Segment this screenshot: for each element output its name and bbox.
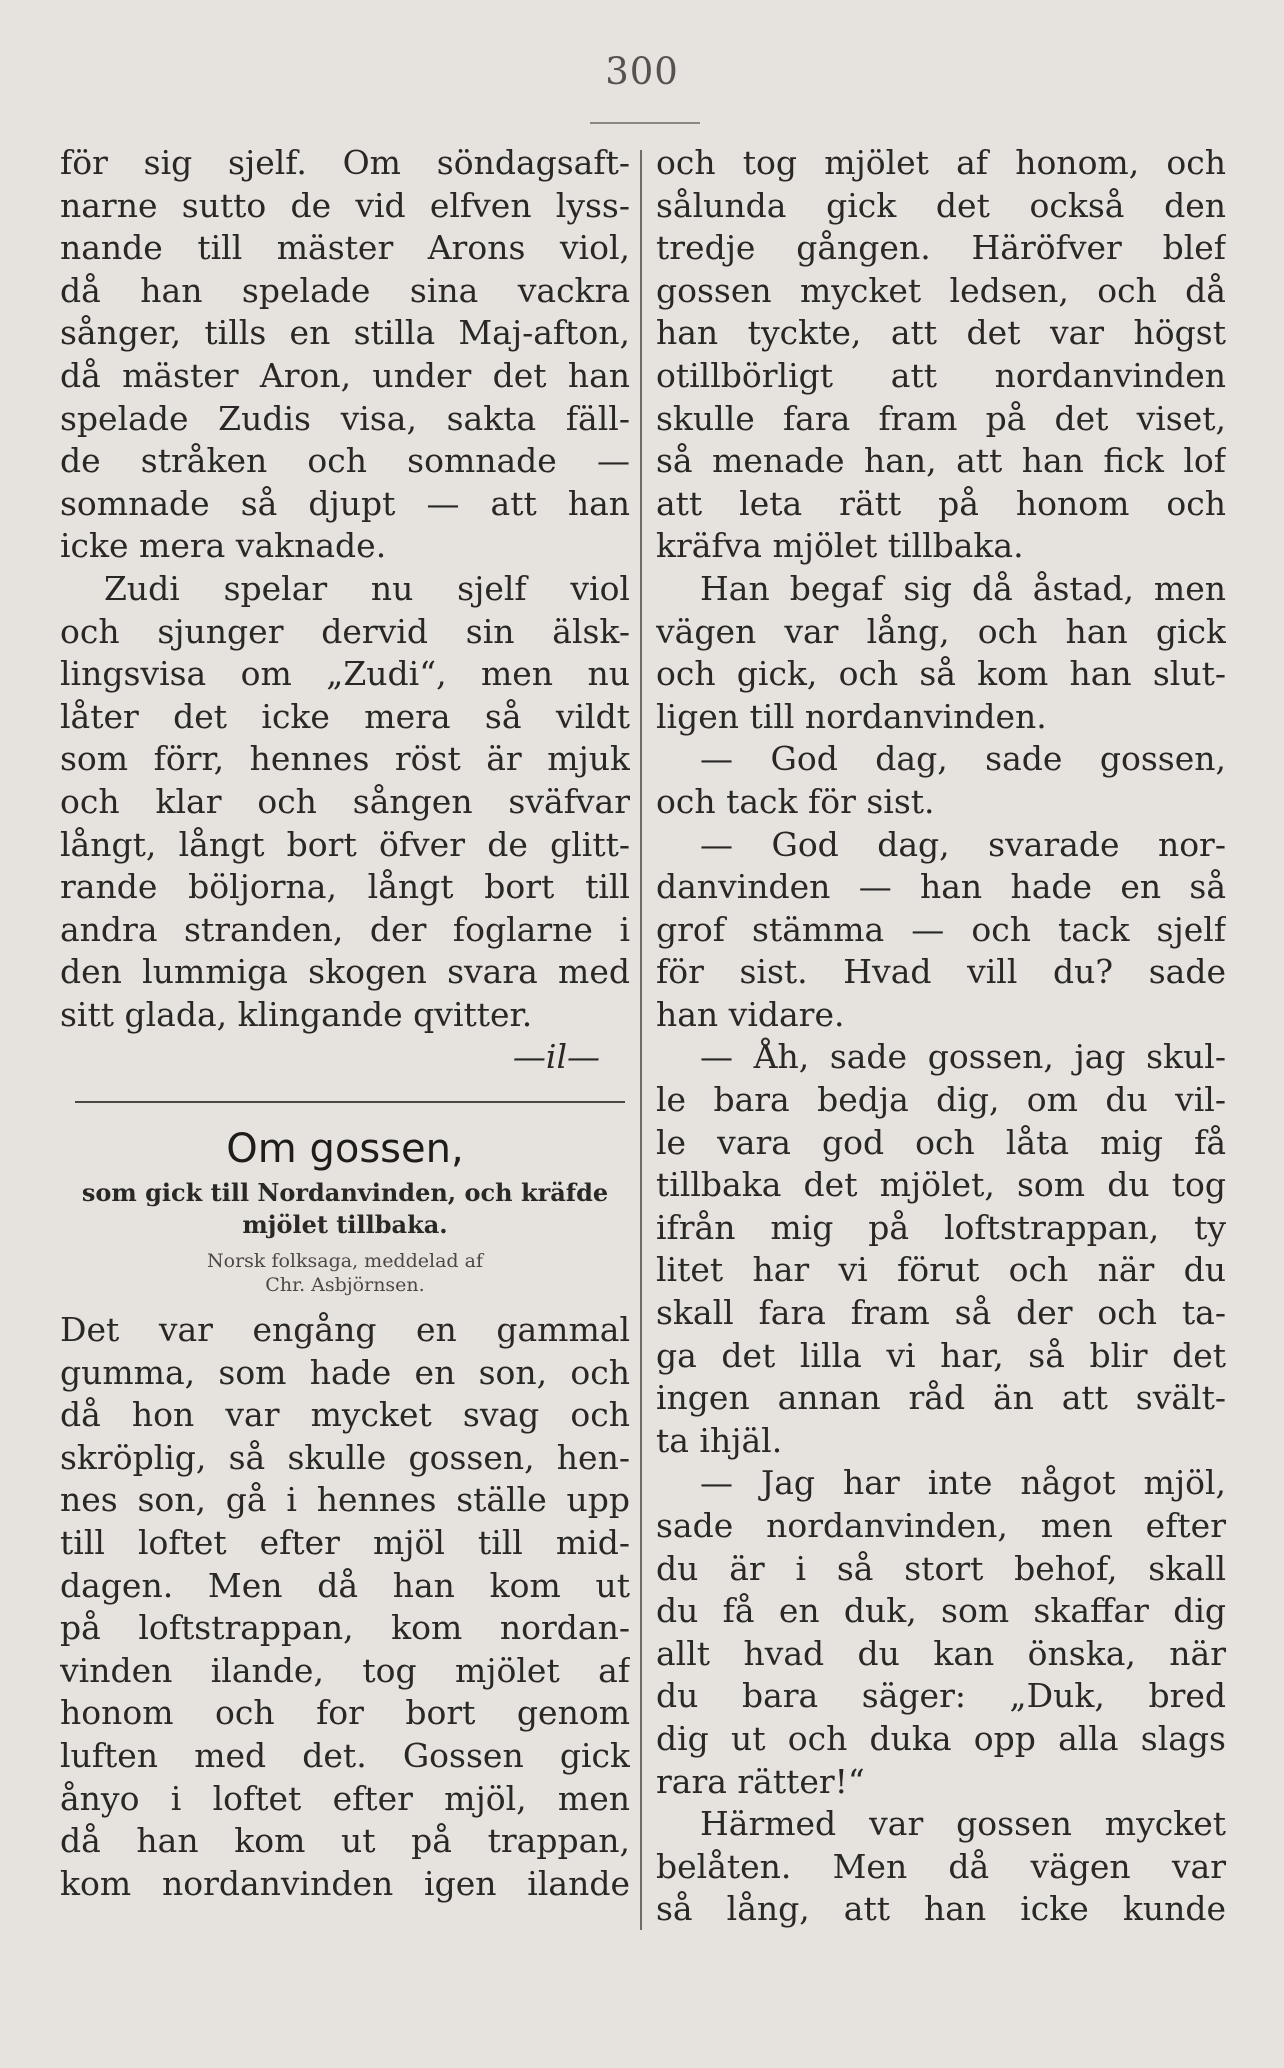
paragraph (656, 142, 1226, 568)
article-source-line: Chr. Asbjörnsen. (265, 1274, 425, 1297)
text-line: och tack för sist. (656, 781, 935, 821)
text-line: — Åh, sade gossen, jag skul- (700, 1037, 1226, 1077)
section-divider (75, 1101, 625, 1103)
article-text-line: dagen. Men då han kom ut (60, 1565, 630, 1605)
article-text-line: kom nordanvinden igen ilande (60, 1863, 630, 1903)
text-line: att leta rätt på honom och (656, 483, 1226, 523)
text-line: du är i så stort behof, skall (656, 1548, 1226, 1588)
text-line: gossen mycket ledsen, och då (656, 270, 1226, 310)
article-text-line: till loftet efter mjöl till mid- (60, 1523, 630, 1563)
text-line: och gick, och så kom han slut- (656, 654, 1226, 694)
text-line: danvinden — han hade en så (656, 867, 1226, 907)
text-line: — God dag, sade gossen, (700, 739, 1226, 779)
left-column (60, 142, 630, 1905)
text-line: belåten. Men då vägen var (656, 1846, 1226, 1886)
text-line: — God dag, svarade nor- (700, 824, 1226, 864)
article-text-line: då han kom ut på trappan, (60, 1821, 630, 1861)
article-text-line: på loftstrappan, kom nordan- (60, 1608, 630, 1648)
article-title: Om gossen, (226, 1126, 464, 1173)
text-line: spelade Zudis visa, sakta fäll- (60, 398, 630, 438)
text-line: sånger, tills en stilla Maj-afton, (60, 313, 630, 353)
right-column (656, 142, 1226, 1931)
text-line: då mäster Aron, under det han (60, 355, 630, 395)
text-line: ingen annan råd än att svält- (656, 1378, 1226, 1418)
text-line: då han spelade sina vackra (60, 270, 630, 310)
article-subtitle-line: mjölet tillbaka. (242, 1210, 448, 1240)
paragraph (656, 738, 1226, 823)
article-subtitle (60, 1177, 630, 1241)
text-line: ifrån mig på loftstrappan, ty (656, 1207, 1226, 1247)
text-line: nande till mäster Arons viol, (60, 228, 630, 268)
header-rule (590, 122, 700, 124)
page-number: 300 (605, 50, 679, 93)
article-opening-paragraph (60, 1309, 630, 1905)
article-text-line: skröplig, så skulle gossen, hen- (60, 1437, 630, 1477)
text-line: Zudi spelar nu sjelf viol (104, 568, 630, 608)
text-line: kräfva mjölet tillbaka. (656, 526, 1024, 566)
text-line: dig ut och duka opp alla slags (656, 1718, 1226, 1758)
text-line: de stråken och somnade — (60, 441, 630, 481)
text-line: somnade så djupt — att han (60, 483, 630, 523)
previous-story-final-paragraph (60, 568, 630, 1037)
text-line: grof stämma — och tack sjelf (656, 909, 1226, 949)
paragraph (656, 1803, 1226, 1931)
text-line: långt, långt bort öfver de glitt- (60, 824, 630, 864)
text-line: sade nordanvinden, men efter (656, 1506, 1226, 1545)
text-line: för sist. Hvad vill du? sade (656, 952, 1226, 992)
article-subtitle-line: som gick till Nordanvinden, och kräfde (81, 1178, 609, 1208)
text-line: så lång, att han icke kunde (656, 1889, 1226, 1929)
author-signature: —il— (512, 1037, 600, 1077)
article-text-line: ånyo i loftet efter mjöl, men (60, 1778, 630, 1818)
text-line: så menade han, att han fick lof (656, 441, 1226, 481)
previous-story-ending (60, 142, 630, 568)
text-line: andra stranden, der foglarne i (60, 909, 630, 949)
text-line: rande böljorna, långt bort till (60, 867, 630, 907)
text-line: sitt glada, klingande qvitter. (60, 994, 533, 1034)
text-line: litet har vi förut och när du (656, 1250, 1226, 1290)
paragraph (656, 1462, 1226, 1803)
article-text-line: luften med det. Gossen gick (60, 1736, 630, 1775)
text-line: skall fara fram så der och ta- (656, 1293, 1226, 1333)
article-text-line: då hon var mycket svag och (60, 1395, 630, 1435)
article-text-line: vinden ilande, tog mjölet af (60, 1650, 630, 1690)
text-line: le bara bedja dig, om du vil- (656, 1080, 1226, 1120)
article-text-line: gumma, som hade en son, och (60, 1352, 630, 1392)
article-source (60, 1249, 630, 1297)
text-line: ga det lilla vi har, så blir det (656, 1335, 1226, 1375)
text-line: han tyckte, att det var högst (656, 313, 1226, 353)
text-line: han vidare. (656, 994, 845, 1034)
paragraph (656, 1036, 1226, 1462)
column-divider (640, 150, 642, 1930)
text-line: och tog mjölet af honom, och (656, 143, 1226, 182)
paragraph (656, 568, 1226, 738)
text-line: allt hvad du kan önska, när (656, 1633, 1226, 1673)
text-line: och klar och sången sväfvar (60, 781, 630, 821)
text-line: tredje gången. Häröfver blef (656, 228, 1226, 268)
text-line: den lummiga skogen svara med (60, 952, 630, 992)
text-line: för sig sjelf. Om söndagsaft- (60, 143, 630, 182)
text-line: le vara god och låta mig få (656, 1122, 1226, 1162)
text-line: låter det icke mera så vildt (60, 696, 630, 736)
text-line: lingsvisa om „Zudi“, men nu (60, 654, 630, 694)
text-line: och sjunger dervid sin älsk- (60, 611, 630, 651)
text-line: narne sutto de vid elfven lyss- (60, 185, 630, 225)
paragraph (656, 824, 1226, 1037)
text-line: ta ihjäl. (656, 1420, 783, 1460)
text-line: Härmed var gossen mycket (700, 1804, 1226, 1844)
text-line: otillbörligt att nordanvinden (656, 355, 1226, 395)
text-line: du bara säger: „Duk, bred (656, 1676, 1226, 1716)
text-line: som förr, hennes röst är mjuk (60, 739, 630, 779)
text-line: — Jag har inte något mjöl, (700, 1463, 1226, 1503)
article-text-line: nes son, gå i hennes ställe upp (60, 1480, 630, 1520)
text-line: vägen var lång, och han gick (656, 611, 1226, 651)
text-line: sålunda gick det också den (656, 185, 1226, 225)
article-text-line: Det var engång en gammal (60, 1310, 630, 1350)
text-line: tillbaka det mjölet, som du tog (656, 1165, 1226, 1205)
text-line: ligen till nordanvinden. (656, 696, 1047, 736)
text-line: Han begaf sig då åstad, men (700, 568, 1226, 608)
article-text-line: honom och for bort genom (60, 1693, 630, 1733)
article-source-line: Norsk folksaga, meddelad af (207, 1250, 483, 1273)
text-line: icke mera vaknade. (60, 526, 387, 566)
text-line: skulle fara fram på det viset, (656, 398, 1226, 438)
text-line: du få en duk, som skaffar dig (656, 1591, 1226, 1631)
text-line: rara rätter!“ (656, 1761, 865, 1801)
